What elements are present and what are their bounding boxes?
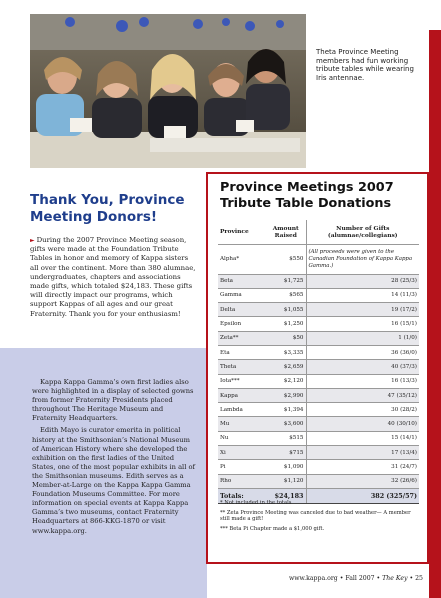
footer-issue: Fall 2007: [345, 575, 375, 582]
header-gifts: Number of Gifts (alumnae/collegians): [306, 220, 419, 244]
panel-title-line-2: Tribute Table Donations: [220, 195, 392, 211]
museum-sidebar-text: [32, 378, 198, 539]
table-row: [218, 431, 419, 445]
table-row: [218, 446, 419, 460]
cell-gifts: 19 (17/2): [306, 303, 419, 317]
table-row: [218, 417, 419, 431]
cell-province: Gamma: [218, 288, 266, 302]
footnote-1: * Not included in the totals: [220, 500, 292, 506]
cell-gifts: 1 (1/0): [306, 331, 419, 345]
cell-province: Theta: [218, 360, 266, 374]
totals-gifts: 382 (325/57): [306, 488, 419, 503]
cell-province: Lambda: [218, 403, 266, 417]
cell-gifts: 32 (26/6): [306, 474, 419, 488]
donations-table: [218, 220, 419, 504]
cell-gifts: 15 (14/1): [306, 431, 419, 445]
table-row: [218, 244, 419, 274]
table-row: [218, 460, 419, 474]
table-row: [218, 288, 419, 302]
table-row: [218, 345, 419, 359]
cell-amount: $1,394: [266, 403, 306, 417]
cell-province: Pi: [218, 460, 266, 474]
cell-gifts: 16 (15/1): [306, 317, 419, 331]
cell-gifts: 30 (28/2): [306, 403, 419, 417]
cell-note: (All proceeds were given to the Canadian Foundation of Kappa Kappa Gamma.): [306, 244, 419, 274]
cell-gifts: 31 (24/7): [306, 460, 419, 474]
cell-gifts: 40 (30/10): [306, 417, 419, 431]
red-page-edge: [429, 30, 441, 598]
cell-province: Xi: [218, 446, 266, 460]
cell-amount: $715: [266, 446, 306, 460]
table-row: [218, 403, 419, 417]
cell-gifts: 47 (35/12): [306, 388, 419, 402]
cell-amount: $515: [266, 431, 306, 445]
donors-body-text: During the 2007 Province Meeting season, gifts were made at the Foundation Tribute Tables in honor and memory of Kappa sisters all over the continent. More than 380 alumnae, undergraduates, chapters and associations made gifts, which totaled $24,183. These gifts will directly impact our programs, which support Kappas of all ages and our great Fraternity. Thank you for your enthusiasm!: [30, 236, 196, 318]
table-row: [218, 317, 419, 331]
cell-province: Beta: [218, 274, 266, 288]
table-row: [218, 388, 419, 402]
cell-province: Rho: [218, 474, 266, 488]
cell-province: Kappa: [218, 388, 266, 402]
table-row: [218, 374, 419, 388]
table-row: [218, 474, 419, 488]
cell-amount: $2,990: [266, 388, 306, 402]
cell-province: Eta: [218, 345, 266, 359]
panel-title: [220, 180, 394, 211]
cell-amount: $1,090: [266, 460, 306, 474]
footnote-2: ** Zeta Province Meeting was canceled due to bad weather— A member still made a gift!: [220, 509, 411, 523]
table-row: [218, 303, 419, 317]
footnotes: [220, 500, 420, 535]
footer-separator: •: [339, 575, 346, 582]
footer-separator: •: [409, 575, 416, 582]
cell-province: Alpha*: [218, 244, 266, 274]
photo-caption: Theta Province Meeting members had fun working tribute tables while wearing Iris antennae.: [316, 48, 414, 82]
cell-province: Mu: [218, 417, 266, 431]
cell-gifts: 40 (37/3): [306, 360, 419, 374]
header-amount: Amount Raised: [266, 220, 306, 244]
cell-amount: $3,335: [266, 345, 306, 359]
table-body: [218, 244, 419, 503]
cell-amount: $3,600: [266, 417, 306, 431]
cell-province: Zeta**: [218, 331, 266, 345]
donations-panel: [206, 172, 429, 564]
table-header-row: [218, 220, 419, 244]
cell-amount: $1,055: [266, 303, 306, 317]
footnote-3: *** Beta Pi Chapter made a $1,000 gift.: [220, 525, 325, 532]
cell-amount: $1,120: [266, 474, 306, 488]
cell-province: Nu: [218, 431, 266, 445]
footer-magazine: The Key: [382, 575, 408, 582]
cell-province: Delta: [218, 303, 266, 317]
table-row: [218, 331, 419, 345]
cell-gifts: 28 (25/3): [306, 274, 419, 288]
cell-amount: $1,250: [266, 317, 306, 331]
totals-label: Totals:: [218, 488, 266, 503]
totals-amount: $24,183: [266, 488, 306, 503]
cell-gifts: 14 (11/3): [306, 288, 419, 302]
header-province: Province: [218, 220, 266, 244]
cell-amount: $565: [266, 288, 306, 302]
cell-amount: $1,725: [266, 274, 306, 288]
cell-amount: $50: [266, 331, 306, 345]
cell-amount: $2,120: [266, 374, 306, 388]
donors-headline: Thank You, Province Meeting Donors!: [30, 192, 185, 225]
table-row: [218, 360, 419, 374]
cell-gifts: 17 (13/4): [306, 446, 419, 460]
cell-amount: $550: [266, 244, 306, 274]
cell-gifts: 36 (36/0): [306, 345, 419, 359]
group-photo: [30, 14, 306, 168]
museum-paragraph-2: Edith Mayo is curator emerita in political history at the Smithsonian’s National Museum of American History where she developed the exhibition on the first ladies of the United States, one of the most popular exhibits in all of the Smithsonian museums. Edith serves as a Member-at-Large on the Kappa Kappa Gamma Foundation Museums Committee. For more information on special events at Kappa Kappa Gamma’s two museums, contact Fraternity Headquarters at 866-KKG-1870 or visit www.kappa.org.: [32, 426, 195, 535]
page-footer: [289, 575, 423, 582]
footer-separator: •: [376, 575, 383, 582]
cell-province: Epsilon: [218, 317, 266, 331]
triangle-bullet-icon: ►: [30, 237, 35, 244]
panel-title-line-1: Province Meetings 2007: [220, 180, 394, 195]
footer-site: www.kappa.org: [288, 575, 338, 582]
cell-amount: $2,659: [266, 360, 306, 374]
cell-gifts: 16 (13/3): [306, 374, 419, 388]
table-row: [218, 274, 419, 288]
donors-body: [30, 236, 198, 319]
museum-paragraph-1: Kappa Kappa Gamma’s own first ladies also were highlighted in a display of selected gowns from former Fraternity Presidents placed throughout The Heritage Museum and Fraternity Headquarters.: [32, 378, 194, 423]
cell-province: Iota***: [218, 374, 266, 388]
footer-page-number: 25: [415, 575, 423, 582]
